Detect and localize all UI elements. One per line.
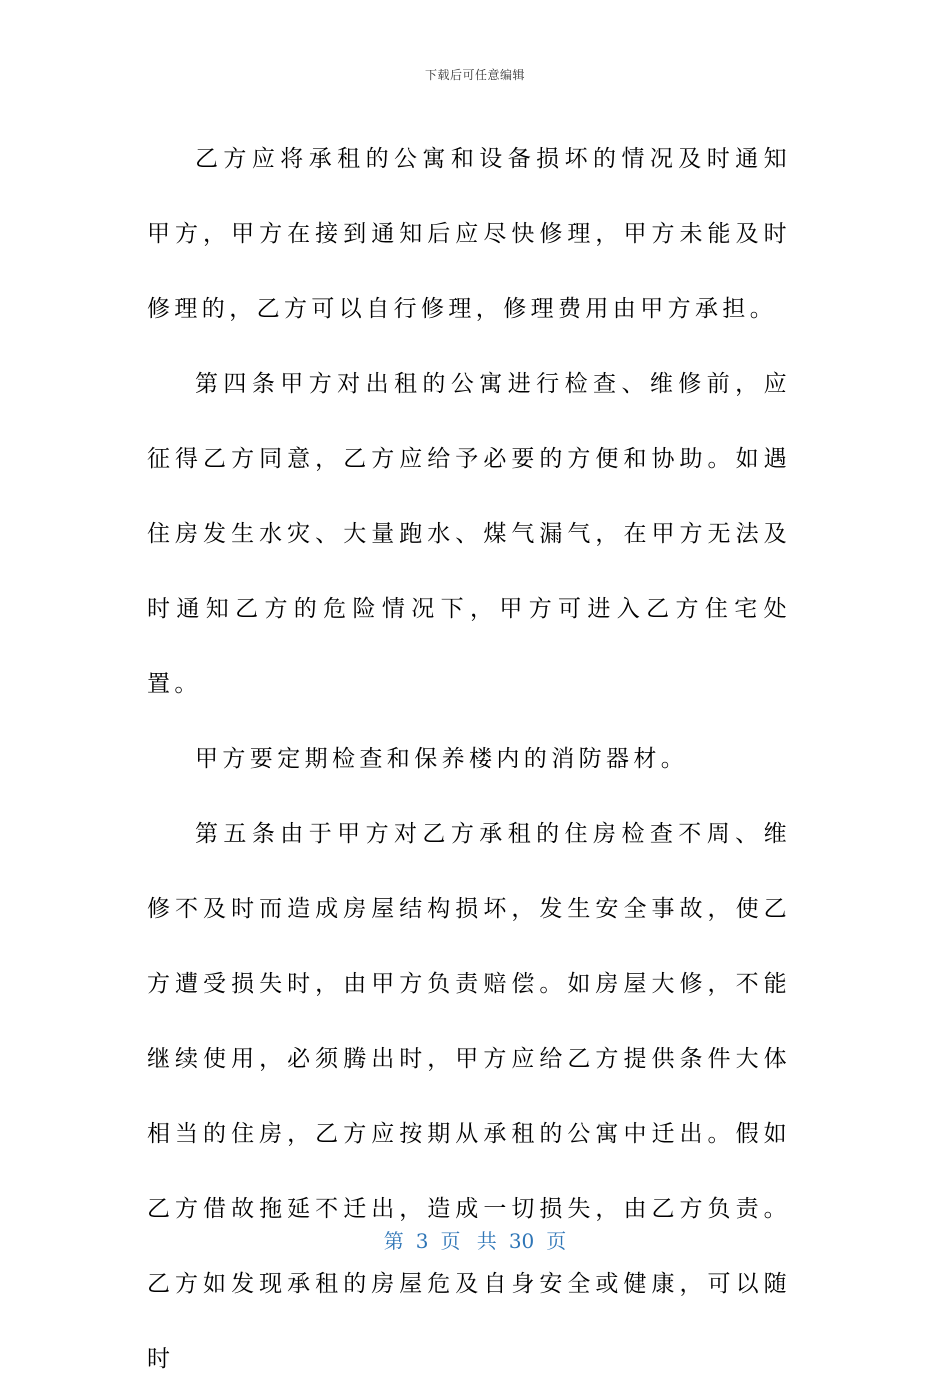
- page-number-footer: [0, 1225, 950, 1254]
- document-body: [147, 122, 791, 1397]
- footer-middle: 页 共: [440, 1229, 497, 1253]
- paragraph-article-four: 第四条甲方对出租的公寓进行检查、维修前，应征得乙方同意，乙方应给予必要的方便和协助。如遇住房发生水灾、大量跑水、煤气漏气，在甲方无法及时通知乙方的危险情况下，甲方可进入乙方住宅处置。: [147, 371, 791, 697]
- paragraph-article-five: 第五条由于甲方对乙方承租的住房检查不周、维修不及时而造成房屋结构损坏，发生安全事故，使乙方遭受损失时，由甲方负责赔偿。如房屋大修，不能继续使用，必须腾出时，甲方应给乙方提供条件大体相当的住房，乙方应按期从承租的公寓中迁出。假如乙方借故拖延不迁出，造成一切损失，由乙方负责。乙方如发现承租的房屋危及自身安全或健康，可以随时: [147, 821, 791, 1372]
- footer-suffix: 页: [546, 1229, 567, 1253]
- header-note: 下载后可任意编辑: [424, 68, 525, 82]
- paragraph-repair-notice: 乙方应将承租的公寓和设备损坏的情况及时通知甲方，甲方在接到通知后应尽快修理，甲方未能及时修理的，乙方可以自行修理，修理费用由甲方承担。: [147, 146, 791, 322]
- footer-total-pages: 30: [508, 1229, 535, 1253]
- footer-page-number: 3: [415, 1229, 429, 1253]
- footer-prefix: 第: [383, 1229, 404, 1253]
- paragraph-fire-equipment: 甲方要定期检查和保养楼内的消防器材。: [195, 746, 689, 772]
